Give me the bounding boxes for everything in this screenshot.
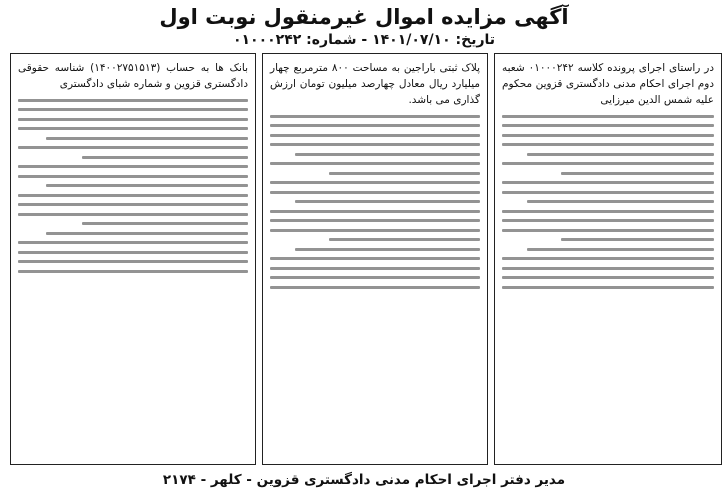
- placeholder-text-line: [270, 219, 480, 222]
- placeholder-text-line: [270, 115, 480, 118]
- placeholder-text-line: [270, 162, 480, 165]
- placeholder-text-line: [270, 191, 480, 194]
- placeholder-text-line: [502, 286, 714, 289]
- placeholder-text-line: [270, 134, 480, 137]
- placeholder-text-line: [502, 115, 714, 118]
- placeholder-text-line: [502, 162, 714, 165]
- notice-column-left-excerpt: بانک ها به حساب (۱۴۰۰۲۷۵۱۵۱۳) شناسه حقوقی دادگستری قزوین و شماره شبای دادگستری: [18, 62, 248, 90]
- placeholder-text-line: [18, 99, 248, 102]
- placeholder-text-line: [18, 108, 248, 111]
- notice-column-middle-placeholder-lines: [270, 115, 480, 289]
- placeholder-text-line: [561, 238, 714, 241]
- placeholder-text-line: [502, 134, 714, 137]
- placeholder-text-line: [46, 184, 248, 187]
- notice-column-right: [494, 53, 722, 465]
- placeholder-text-line: [502, 229, 714, 232]
- placeholder-text-line: [527, 200, 714, 203]
- placeholder-text-line: [18, 118, 248, 121]
- placeholder-text-line: [18, 146, 248, 149]
- placeholder-text-line: [329, 172, 480, 175]
- notice-column-right-excerpt: در راستای اجرای پرونده کلاسه ۰۱۰۰۰۲۴۲ شعبه دوم اجرای احکام مدنی دادگستری قزوین محکوم علیه شمس الدین میرزایی: [502, 62, 715, 106]
- placeholder-text-line: [18, 213, 248, 216]
- placeholder-text-line: [82, 222, 248, 225]
- notice-column-left-placeholder-lines: [18, 99, 248, 273]
- placeholder-text-line: [270, 267, 480, 270]
- placeholder-text-line: [46, 137, 248, 140]
- placeholder-text-line: [18, 165, 248, 168]
- placeholder-text-line: [18, 175, 248, 178]
- placeholder-text-line: [270, 276, 480, 279]
- placeholder-text-line: [502, 191, 714, 194]
- placeholder-text-line: [270, 257, 480, 260]
- placeholder-text-line: [295, 153, 480, 156]
- placeholder-text-line: [502, 257, 714, 260]
- notice-date-number: تاریخ: ۱۴۰۱/۰۷/۱۰ - شماره: ۰۱۰۰۰۲۴۲: [232, 32, 496, 48]
- placeholder-text-line: [18, 194, 248, 197]
- placeholder-text-line: [295, 200, 480, 203]
- placeholder-text-line: [502, 181, 714, 184]
- placeholder-text-line: [527, 248, 714, 251]
- placeholder-text-line: [502, 143, 714, 146]
- placeholder-text-line: [270, 143, 480, 146]
- placeholder-text-line: [502, 267, 714, 270]
- placeholder-text-line: [329, 238, 480, 241]
- placeholder-text-line: [270, 229, 480, 232]
- notice-footer-signature: مدیر دفتر اجرای احکام مدنی دادگستری قزوین - کلهر - ۲۱۷۴: [162, 472, 566, 488]
- notice-title: آگهی مزایده اموال غیرمنقول نوبت اول: [159, 5, 569, 29]
- notice-column-right-placeholder-lines: [502, 115, 714, 289]
- placeholder-text-line: [46, 232, 248, 235]
- notice-column-left: [10, 53, 256, 465]
- placeholder-text-line: [18, 241, 248, 244]
- placeholder-text-line: [502, 219, 714, 222]
- notice-columns: [6, 53, 722, 465]
- placeholder-text-line: [18, 260, 248, 263]
- placeholder-text-line: [18, 270, 248, 273]
- notice-column-middle-excerpt: پلاک ثبتی باراجین به مساحت ۸۰۰ مترمربع چهار میلیارد ریال معادل چهارصد میلیون تومان ارزش گذاری می باشد.: [270, 62, 481, 106]
- placeholder-text-line: [527, 153, 714, 156]
- placeholder-text-line: [502, 124, 714, 127]
- placeholder-text-line: [18, 127, 248, 130]
- placeholder-text-line: [270, 124, 480, 127]
- placeholder-text-line: [295, 248, 480, 251]
- placeholder-text-line: [270, 286, 480, 289]
- placeholder-text-line: [502, 276, 714, 279]
- placeholder-text-line: [561, 172, 714, 175]
- placeholder-text-line: [502, 210, 714, 213]
- notice-column-middle: [262, 53, 488, 465]
- placeholder-text-line: [270, 181, 480, 184]
- placeholder-text-line: [82, 156, 248, 159]
- placeholder-text-line: [18, 251, 248, 254]
- placeholder-text-line: [18, 203, 248, 206]
- placeholder-text-line: [270, 210, 480, 213]
